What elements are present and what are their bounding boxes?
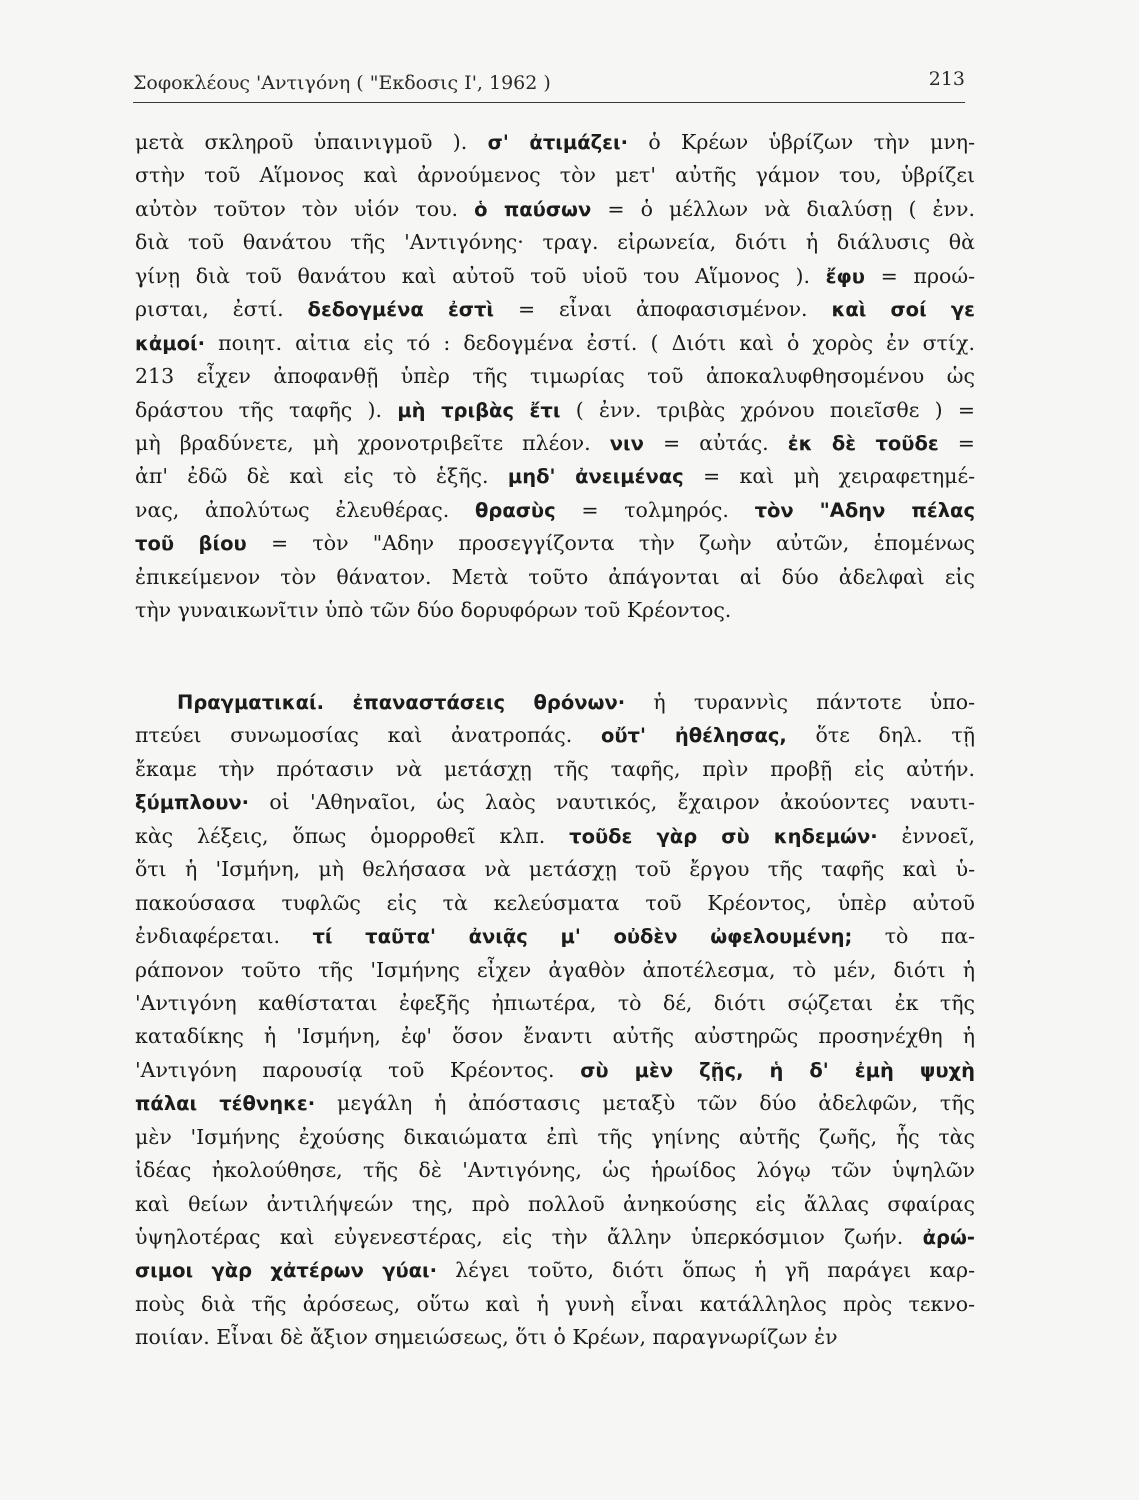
text-line <box>135 1254 975 1287</box>
text-line <box>135 394 975 427</box>
text-line <box>135 460 975 493</box>
commentary-text: ἔκαμε τὴν πρότασιν νὰ μετάσχῃ τῆς ταφῆς, πρὶν προβῇ εἰς αὐτήν. <box>135 756 975 781</box>
commentary-text: = εἶναι ἀποφασισμένον. <box>494 297 832 322</box>
commentary-text: ἡ τυραννὶς πάντοτε ὑπο- <box>625 690 975 714</box>
commentary-text: γίνῃ διὰ τοῦ θανάτου καὶ αὐτοῦ τοῦ υἱοῦ του Αἵμονος ). <box>135 263 826 288</box>
commentary-text: ἰδέας ἠκολούθησε, τῆς δὲ 'Αντιγόνης, ὡς ἡρωίδος λόγῳ τῶν ὑψηλῶν <box>135 1158 975 1183</box>
commentary-text: = καὶ μὴ χειραφετημέ- <box>683 464 975 489</box>
commentary-text: ράπονον τοῦτο τῆς 'Ισμήνης εἶχεν ἀγαθὸν ἀποτέλεσμα, τὸ μέν, διότι ἡ <box>135 957 975 982</box>
text-line <box>135 527 975 560</box>
header-rule <box>133 102 965 103</box>
page-number: 213 <box>928 68 965 90</box>
lemma-term: ξύμπλουν· <box>135 791 250 815</box>
commentary-text: = τὸν "Αδην προσεγγίζοντα τὴν ζωὴν αὐτῶν, ἑπομένως <box>246 531 975 556</box>
lemma-term: θρασὺς <box>474 498 556 522</box>
running-header <box>133 66 965 106</box>
commentary-text: τὴν γυναικωνῖτιν ὑπὸ τῶν δύο δορυφόρων τοῦ Κρέοντος. <box>135 598 732 623</box>
text-line <box>135 594 975 627</box>
lemma-term: τοῦδε γὰρ σὺ κηδεμών· <box>569 824 878 848</box>
lemma-term: νιν <box>609 431 644 455</box>
commentary-text: μὴ βραδύνετε, μὴ χρονοτριβεῖτε πλέον. <box>135 430 610 455</box>
commentary-text: ἐπικείμενον τὸν θάνατον. Μετὰ τοῦτο ἀπάγονται αἱ δύο ἀδελφαὶ εἰς <box>135 564 975 589</box>
lemma-term: πάλαι τέθνηκε· <box>135 1092 316 1116</box>
commentary-text: ρισται, ἐστί. <box>135 297 308 322</box>
commentary-text: 'Αντιγόνη παρουσίᾳ τοῦ Κρέοντος. <box>135 1057 581 1082</box>
commentary-text: ποιητ. αἰτια εἰς τό : δεδογμένα ἐστί. ( Διότι καὶ ὁ χορὸς ἐν στίχ. <box>205 330 975 355</box>
text-line <box>135 954 975 987</box>
lemma-term: τοῦ βίου <box>135 532 247 556</box>
lemma-term: τί ταῦτα' ἀνιᾷς μ' οὐδὲν ὠφελουμένη; <box>312 925 853 949</box>
lemma-term: καὶ σοί γε <box>831 298 975 322</box>
text-line <box>135 126 975 159</box>
commentary-text: πακούσασα τυφλῶς εἰς τὰ κελεύσματα τοῦ Κρέοντος, ὑπὲρ αὐτοῦ <box>135 890 975 915</box>
commentary-text: κὰς λέξεις, ὅπως ὁμορροθεῖ κλπ. <box>135 823 570 848</box>
commentary-text: μετὰ σκληροῦ ὑπαινιγμοῦ ). <box>135 130 488 154</box>
text-line <box>135 260 975 293</box>
commentary-text: καταδίκης ἡ 'Ισμήνη, ἐφ' ὅσον ἔναντι αὐτῆς αὐστηρῶς προσηνέχθη ἡ <box>135 1024 975 1049</box>
lemma-term: μηδ' ἀνειμένας <box>507 465 684 489</box>
lemma-term: σὺ μὲν ζῇς, ἡ δ' ἐμὴ ψυχὴ <box>580 1058 975 1082</box>
text-line <box>135 360 975 393</box>
commentary-text: ( ἐνν. τριβὰς χρόνου ποιεῖσθε ) = <box>560 397 975 422</box>
text-line <box>135 1054 975 1087</box>
paragraph-commentary-1 <box>135 126 975 628</box>
commentary-text: τὸ πα- <box>852 924 975 949</box>
commentary-text: ἀπ' ἐδῶ δὲ καὶ εἰς τὸ ἑξῆς. <box>135 464 508 489</box>
lemma-term: ἔφυ <box>825 264 865 288</box>
lemma-term: δεδογμένα ἐστὶ <box>307 298 495 322</box>
text-line <box>135 159 975 192</box>
commentary-text: 'Αντιγόνη καθίσταται ἐφεξῆς ἠπιωτέρα, τὸ δέ, διότι σῴζεται ἐκ τῆς <box>135 990 975 1015</box>
commentary-text: ὅτι ἡ 'Ισμήνη, μὴ θελήσασα νὰ μετάσχῃ τοῦ ἔργου τῆς ταφῆς καὶ ὑ- <box>135 857 975 882</box>
commentary-text: 213 εἶχεν ἀποφανθῇ ὑπὲρ τῆς τιμωρίας τοῦ ἀποκαλυφθησομένου ὡς <box>135 364 975 389</box>
text-line <box>135 1087 975 1120</box>
commentary-text: = ὁ μέλλων νὰ διαλύσῃ ( ἐνν. <box>591 196 975 221</box>
commentary-text: δράστου τῆς ταφῆς ). <box>135 397 398 422</box>
text-line <box>135 1020 975 1053</box>
commentary-text: μεγάλη ἡ ἀπόστασις μεταξὺ τῶν δύο ἀδελφῶν, τῆς <box>315 1091 975 1116</box>
commentary-text: διὰ τοῦ θανάτου τῆς 'Αντιγόνης· τραγ. εἰρωνεία, διότι ἡ διάλυσις θὰ <box>135 230 975 255</box>
lemma-term: κἀμοί· <box>135 331 206 355</box>
text-line <box>135 719 975 752</box>
commentary-text: ὁ Κρέων ὑβρίζων τὴν μνη- <box>628 130 975 154</box>
text-line <box>135 1288 975 1321</box>
lemma-term: Πραγματικαί. ἐπαναστάσεις θρόνων· <box>177 691 626 714</box>
text-line <box>135 920 975 953</box>
text-line <box>135 1154 975 1187</box>
lemma-term: ὁ παύσων <box>474 197 592 221</box>
commentary-text: ποὺς διὰ τῆς ἀρόσεως, οὕτω καὶ ἡ γυνὴ εἶναι κατάλληλος πρὸς τεκνο- <box>135 1291 975 1316</box>
lemma-term: τὸν "Αδην πέλας <box>754 498 975 522</box>
commentary-text: πτεύει συνωμοσίας καὶ ἀνατροπάς. <box>135 723 601 748</box>
commentary-text: ποιίαν. Εἶναι δὲ ἄξιον σημειώσεως, ὅτι ὁ Κρέων, παραγνωρίζων ἐν <box>135 1325 838 1350</box>
text-line <box>135 1221 975 1254</box>
text-line <box>135 887 975 920</box>
commentary-text: = προώ- <box>864 263 975 288</box>
lemma-term: ἀρώ- <box>922 1226 975 1249</box>
text-line <box>135 1188 975 1221</box>
commentary-text: = τολμηρός. <box>555 497 755 522</box>
lemma-term: ἐκ δὲ τοῦδε <box>787 431 939 455</box>
text-line <box>135 853 975 886</box>
commentary-text: μὲν 'Ισμήνης ἐχούσης δικαιώματα ἐπὶ τῆς γηίνης αὐτῆς ζωῆς, ἧς τὰς <box>135 1124 975 1149</box>
commentary-text: ἐνδιαφέρεται. <box>135 924 313 949</box>
commentary-text: ἐννοεῖ, <box>877 823 975 848</box>
text-line <box>135 786 975 819</box>
text-line <box>135 494 975 527</box>
text-line <box>135 1121 975 1154</box>
commentary-text: ὑψηλοτέρας καὶ εὐγενεστέρας, εἰς τὴν ἄλλην ὑπερκόσμιον ζωήν. <box>135 1225 923 1249</box>
text-line <box>135 327 975 360</box>
header-title: Σοφοκλέους 'Αντιγόνη ( "Εκδοσις Ι', 1962 ) <box>133 72 551 94</box>
lemma-term: σιμοι γὰρ χἀτέρων γύαι· <box>135 1259 438 1283</box>
text-line <box>135 753 975 786</box>
commentary-text: = αὐτάς. <box>643 430 788 455</box>
commentary-text: νας, ἀπολύτως ἐλευθέρας. <box>135 497 475 522</box>
commentary-text: οἱ 'Αθηναῖοι, ὡς λαὸς ναυτικός, ἔχαιρον ἀκούοντες ναυτι- <box>249 790 975 815</box>
text-line <box>135 226 975 259</box>
commentary-text: ὅτε δηλ. τῇ <box>786 723 975 748</box>
text-line <box>135 561 975 594</box>
commentary-text: στὴν τοῦ Αἵμονος καὶ ἀρνούμενος τὸν μετ' αὐτῆς γάμον του, ὑβρίζει <box>135 163 975 188</box>
lemma-term: σ' ἀτιμάζει· <box>487 131 628 154</box>
lemma-term: μὴ τριβὰς ἔτι <box>397 398 561 422</box>
commentary-text: καὶ θείων ἀντιλήψεών της, πρὸ πολλοῦ ἀνηκούσης εἰς ἄλλας σφαίρας <box>135 1191 975 1216</box>
commentary-text: αὐτὸν τοῦτον τὸν υἱόν του. <box>135 196 475 221</box>
text-line <box>135 686 975 719</box>
commentary-text: λέγει τοῦτο, διότι ὅπως ἡ γῆ παράγει καρ- <box>437 1258 975 1283</box>
text-line <box>135 193 975 226</box>
text-line <box>135 427 975 460</box>
paragraph-commentary-2 <box>135 686 975 1355</box>
commentary-text: = <box>938 430 975 455</box>
text-line <box>135 820 975 853</box>
text-line <box>135 293 975 326</box>
text-line <box>135 987 975 1020</box>
text-line <box>135 1321 975 1354</box>
lemma-term: οὔτ' ἠθέλησας, <box>600 724 787 748</box>
